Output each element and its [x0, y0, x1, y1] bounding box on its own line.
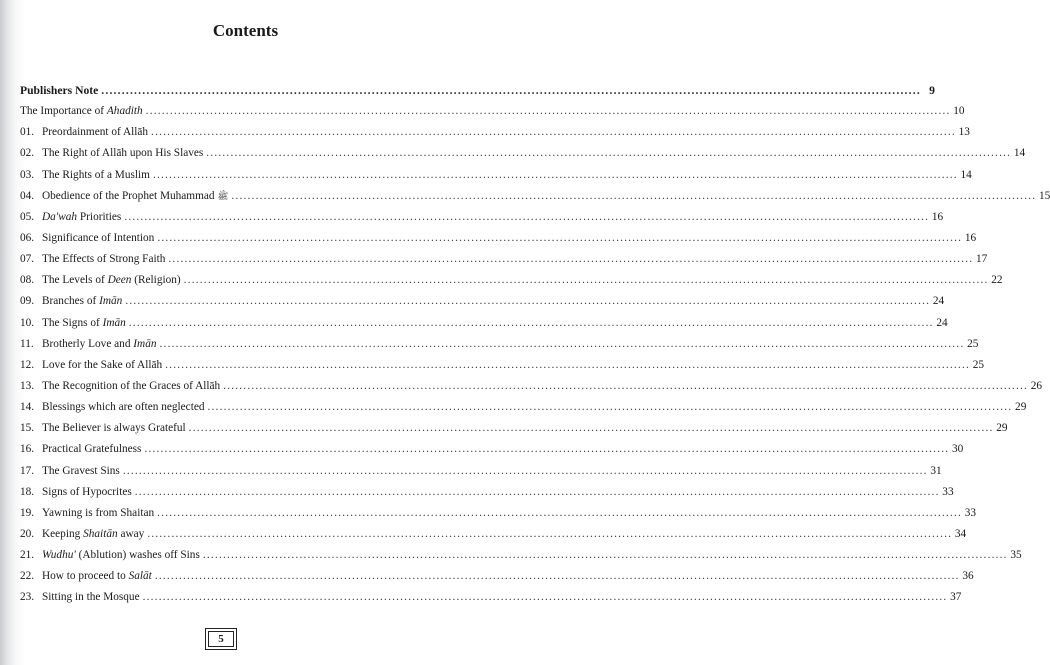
- entry-title: [42, 443, 141, 455]
- entry-page-number: 33: [964, 506, 976, 519]
- dot-leader: ........................................................................................................................................................................................................: [157, 506, 962, 519]
- entry-number: 02.: [20, 147, 35, 160]
- entry-number: 04.: [20, 189, 35, 202]
- entry-title: [42, 570, 152, 582]
- entry-page-number: 29: [996, 422, 1008, 435]
- entry-page-number: 33: [942, 485, 954, 498]
- dot-leader: ........................................................................................................................................................................................................: [144, 443, 950, 456]
- entry-title: [42, 528, 144, 540]
- page-title: Contents: [212, 21, 279, 40]
- toc-entry: [20, 189, 1050, 211]
- entry-title: [42, 401, 205, 413]
- entry-number: 10.: [20, 316, 35, 329]
- entry-number: 14.: [20, 401, 35, 414]
- entry-title: [42, 190, 228, 204]
- entry-title-italic: Imān: [102, 316, 126, 329]
- entry-title-text: Priorities: [77, 210, 122, 223]
- toc-entry: [20, 126, 970, 147]
- toc-entry: [20, 274, 1003, 295]
- dot-leader: ........................................................................................................................................................................................................: [206, 147, 1012, 160]
- entry-title-text: Yawning is from Shaitan: [42, 506, 155, 519]
- entry-title-text: (Ablution) washes off Sins: [75, 549, 200, 562]
- entry-number: 19.: [20, 506, 35, 519]
- entry-page-number: 13: [958, 126, 970, 139]
- dot-leader: ........................................................................................................................................................................................................: [168, 253, 974, 266]
- page-number-box: [205, 628, 237, 650]
- entry-number: 03.: [20, 168, 35, 181]
- entry-title-text: The Effects of Strong Faith: [42, 253, 166, 266]
- entry-title-italic: Ahadith: [106, 105, 143, 118]
- entry-number: 05.: [20, 210, 35, 223]
- entry-title: [42, 507, 154, 519]
- dot-leader: ........................................................................................................................................................................................................: [202, 549, 1008, 562]
- dot-leader: ........................................................................................................................................................................................................: [122, 464, 928, 477]
- dot-leader: ........................................................................................................................................................................................................: [134, 485, 940, 498]
- toc-entry: [20, 168, 972, 190]
- entry-title-text: The Rights of a Muslim: [42, 168, 150, 181]
- entry-title-text: Significance of Intention: [42, 231, 155, 244]
- entry-title: [42, 147, 203, 159]
- entry-title: [42, 422, 186, 434]
- entry-page-number: 14: [960, 168, 972, 181]
- pbuh-symbol: ﷺ: [217, 190, 229, 201]
- entry-page-number: 22: [991, 274, 1003, 287]
- entry-number: 07.: [20, 253, 35, 266]
- entry-page-number: 17: [975, 253, 988, 266]
- entry-title-italic: Shaitān: [83, 527, 118, 540]
- dot-leader: ........................................................................................................................................................................................................: [154, 570, 960, 583]
- entry-title: [42, 359, 162, 371]
- dot-leader: ........................................................................................................................................................................................................: [157, 231, 963, 244]
- entry-title: [42, 317, 126, 329]
- table-of-contents: [20, 84, 1050, 613]
- entry-title-italic: Deen: [107, 274, 132, 287]
- entry-number: 08.: [20, 274, 35, 287]
- toc-entry: [20, 231, 977, 253]
- entry-page-number: 24: [932, 295, 945, 308]
- entry-title-text: Practical Gratefulness: [42, 443, 142, 456]
- entry-title: [20, 105, 143, 117]
- entry-title: [42, 338, 157, 350]
- entry-title: [42, 380, 220, 392]
- page-number: 5: [208, 631, 234, 647]
- toc-entry: [20, 443, 964, 464]
- toc-entry: [20, 358, 984, 380]
- entry-number: 17.: [20, 464, 35, 477]
- entry-number: 20.: [20, 527, 35, 540]
- entry-page-number: 15: [1038, 189, 1050, 202]
- entry-title: [42, 253, 165, 265]
- entry-number: 11.: [20, 337, 34, 350]
- entry-number: 23.: [20, 591, 35, 604]
- entry-title: [42, 549, 200, 561]
- dot-leader: ........................................................................................................................................................................................................: [145, 105, 951, 118]
- entry-title: [20, 84, 98, 97]
- entry-title-text: Sitting in the Mosque: [42, 591, 140, 604]
- dot-leader: ........................................................................................................................................................................................................: [101, 84, 921, 97]
- entry-title: [42, 126, 148, 138]
- dot-leader: ........................................................................................................................................................................................................: [188, 422, 994, 435]
- toc-entry: [20, 422, 1008, 443]
- entry-number: 15.: [20, 422, 35, 435]
- dot-leader: ........................................................................................................................................................................................................: [125, 295, 931, 308]
- entry-page-number: 29: [1015, 401, 1027, 414]
- dot-leader: ........................................................................................................................................................................................................: [165, 358, 970, 371]
- entry-title-text: The Gravest Sins: [42, 464, 120, 477]
- toc-entry: [20, 316, 948, 338]
- entry-title-text: Preordainment of Allāh: [42, 126, 149, 139]
- entry-number: 12.: [20, 358, 35, 371]
- entry-number: 01.: [20, 126, 35, 139]
- dot-leader: ........................................................................................................................................................................................................: [151, 126, 956, 139]
- entry-title: [42, 295, 122, 307]
- toc-entry: [20, 147, 1026, 168]
- entry-title: [42, 232, 154, 244]
- entry-title-text: The Signs of: [42, 316, 103, 329]
- entry-title-text: The Believer is always Grateful: [42, 422, 186, 435]
- dot-leader: ........................................................................................................................................................................................................: [207, 401, 1013, 414]
- entry-page-number: 25: [972, 358, 984, 371]
- entry-title-italic: Wudhu': [42, 549, 76, 562]
- entry-number: 22.: [20, 570, 35, 583]
- entry-title-italic: Imān: [99, 295, 123, 308]
- entry-page-number: 9: [929, 84, 935, 97]
- dot-leader: ........................................................................................................................................................................................................: [152, 168, 958, 181]
- entry-number: 06.: [20, 231, 35, 244]
- entry-page-number: 24: [936, 316, 948, 329]
- toc-entry: [20, 464, 942, 486]
- entry-page-number: 26: [1030, 379, 1043, 392]
- entry-title-text: The Right of Allāh upon His Slaves: [42, 147, 204, 160]
- dot-leader: ........................................................................................................................................................................................................: [223, 379, 1029, 392]
- dot-leader: ........................................................................................................................................................................................................: [128, 316, 934, 329]
- entry-title-text: Publishers Note: [20, 84, 99, 97]
- entry-page-number: 16: [931, 210, 944, 223]
- toc-entry: [20, 591, 962, 612]
- toc-entry: [20, 379, 1043, 401]
- entry-title-text: The Importance of: [20, 105, 107, 118]
- entry-title-text: Obedience of the Prophet Muhammad: [42, 189, 215, 202]
- toc-entry: [20, 337, 979, 359]
- toc-entry: [20, 485, 954, 507]
- entry-page-number: 30: [951, 443, 964, 456]
- entry-title-text: How to proceed to: [42, 570, 129, 583]
- entry-title-italic: Imān: [133, 337, 157, 350]
- entry-title: [42, 211, 121, 223]
- entry-page-number: 16: [964, 231, 977, 244]
- entry-title-text: Branches of: [42, 295, 100, 308]
- toc-entry: [20, 506, 976, 528]
- toc-entry: [20, 295, 945, 316]
- entry-title-text-after: away: [117, 527, 145, 540]
- entry-number: 09.: [20, 295, 35, 308]
- entry-title-text: The Recognition of the Graces of Allāh: [42, 379, 221, 392]
- entry-title-text: Brotherly Love and: [42, 337, 134, 350]
- entry-number: 18.: [20, 485, 35, 498]
- toc-entry: [20, 105, 965, 126]
- entry-title: [42, 169, 150, 181]
- toc-entry: [20, 570, 974, 591]
- dot-leader: ........................................................................................................................................................................................................: [231, 189, 1037, 202]
- entry-page-number: 25: [967, 337, 979, 350]
- entry-page-number: 34: [954, 527, 967, 540]
- toc-entry: [20, 549, 1022, 570]
- toc-entry: [20, 527, 967, 549]
- entry-title-text-after: (Religion): [131, 274, 181, 287]
- entry-page-number: 36: [962, 570, 974, 583]
- entry-title-text: Blessings which are often neglected: [42, 401, 205, 414]
- entry-page-number: 35: [1010, 549, 1022, 562]
- entry-title-italic: Da'wah: [42, 210, 78, 223]
- toc-entry: [20, 210, 944, 232]
- dot-leader: ........................................................................................................................................................................................................: [142, 591, 948, 604]
- dot-leader: ........................................................................................................................................................................................................: [183, 274, 989, 287]
- dot-leader: ........................................................................................................................................................................................................: [124, 210, 930, 223]
- dot-leader: ........................................................................................................................................................................................................: [159, 337, 965, 350]
- entry-number: 21.: [20, 549, 35, 562]
- entry-title: [42, 486, 132, 498]
- entry-title-text: Signs of Hypocrites: [42, 485, 132, 498]
- entry-title: [42, 591, 140, 603]
- entry-page-number: 14: [1013, 147, 1026, 160]
- entry-title-text: Keeping: [42, 527, 84, 540]
- toc-entry: [20, 401, 1027, 422]
- entry-page-number: 31: [930, 464, 942, 477]
- entry-title-italic: Salāt: [128, 570, 152, 583]
- entry-page-number: 10: [953, 105, 965, 118]
- toc-entry: [20, 84, 935, 105]
- entry-title-text: Love for the Sake of Allāh: [42, 358, 163, 371]
- toc-entry: [20, 253, 988, 274]
- entry-page-number: 37: [950, 591, 962, 604]
- dot-leader: ........................................................................................................................................................................................................: [147, 527, 953, 540]
- entry-number: 16.: [20, 443, 35, 456]
- entry-number: 13.: [20, 379, 35, 392]
- entry-title: [42, 274, 181, 286]
- entry-title: [42, 465, 120, 477]
- entry-title-text: The Levels of: [42, 274, 108, 287]
